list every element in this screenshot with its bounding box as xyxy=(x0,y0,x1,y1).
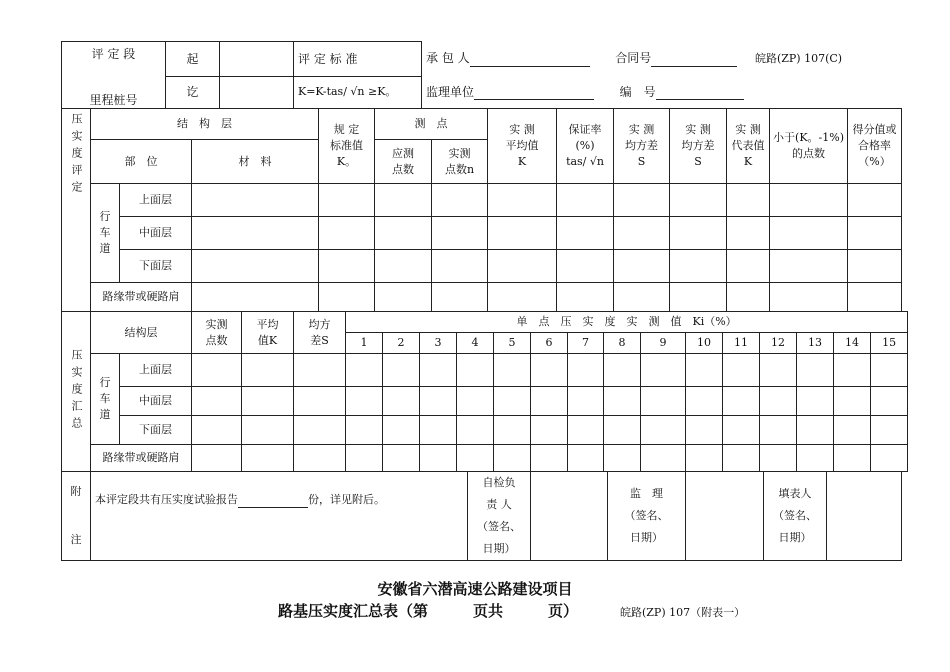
structure-layer-label: 结 构 层 xyxy=(91,109,319,140)
summary-layer-label: 下面层 xyxy=(120,416,192,445)
summary-sheet xyxy=(61,41,908,561)
from-value[interactable] xyxy=(220,42,294,77)
project-title: 安徽省六潜高速公路建设项目 xyxy=(377,580,573,598)
segment-label: 评 定 段 xyxy=(91,47,136,61)
eval-section-label: 压实度评定 xyxy=(62,109,91,312)
point-number: 5 xyxy=(494,333,531,354)
supervisor-field[interactable] xyxy=(474,87,594,100)
point-number: 3 xyxy=(420,333,457,354)
supervisor-row xyxy=(422,76,902,109)
contractor-field[interactable] xyxy=(470,54,590,67)
measured-sd-label-2: 实 测 均方差 S xyxy=(670,109,727,184)
part-label: 部 位 xyxy=(91,140,192,184)
points-label: 测 点 xyxy=(375,109,488,140)
number-label: 编 号 xyxy=(619,85,656,100)
self-check-label: 自检负 责 人 （签名、 日期） xyxy=(468,472,531,561)
point-number: 15 xyxy=(871,333,908,354)
contract-no-label: 合同号 xyxy=(615,51,652,66)
contractor-label: 承 包 人 xyxy=(426,51,470,66)
report-count-field[interactable] xyxy=(238,495,308,508)
summary-points-label: 实测 点数 xyxy=(192,312,242,354)
summary-roadway-label: 行 车 道 xyxy=(91,354,120,445)
filler-sign[interactable] xyxy=(827,472,902,561)
point-number: 9 xyxy=(641,333,686,354)
guarantee-label: 保证率 (%) tas/ √n xyxy=(557,109,614,184)
measured-avg-label: 实 测 平均值 K xyxy=(488,109,557,184)
summary-structure-label: 结构层 xyxy=(91,312,192,354)
supervisor-sign-label: 监 理 （签名、 日期） xyxy=(608,472,686,561)
notes-table xyxy=(61,471,902,561)
summary-avg-label: 平均 值K xyxy=(242,312,294,354)
single-point-label: 单 点 压 实 度 实 测 值 Ki（%） xyxy=(346,312,908,333)
contract-no-field[interactable] xyxy=(651,54,737,67)
number-field[interactable] xyxy=(656,87,744,100)
header-table xyxy=(61,41,902,109)
measured-sd-label-1: 实 测 均方差 S xyxy=(614,109,670,184)
to-value[interactable] xyxy=(220,76,294,109)
roadway-label: 行 车 道 xyxy=(91,184,120,283)
summary-section-label: 压实度汇总 xyxy=(62,312,91,472)
summary-shoulder-label: 路缘带或硬路肩 xyxy=(91,445,192,472)
to-label: 讫 xyxy=(166,76,220,109)
contractor-row xyxy=(422,42,902,77)
summary-sd-label: 均方 差S xyxy=(294,312,346,354)
point-number: 8 xyxy=(604,333,641,354)
material-label: 材 料 xyxy=(192,140,319,184)
below-count-label: 小于(K。-1%) 的点数 xyxy=(770,109,848,184)
segment-cell xyxy=(62,42,166,109)
point-number: 4 xyxy=(457,333,494,354)
point-number: 10 xyxy=(686,333,723,354)
eval-table xyxy=(61,108,902,312)
summary-table xyxy=(61,311,908,472)
form-code: 皖路(ZP) 107(C) xyxy=(754,52,843,66)
standard-label: 评 定 标 准 xyxy=(294,42,422,77)
self-check-sign[interactable] xyxy=(531,472,608,561)
spec-value-label: 规 定 标准值 K。 xyxy=(319,109,375,184)
form-code-footer: 皖路(ZP) 107（附表一） xyxy=(620,606,746,619)
required-points-label: 应测 点数 xyxy=(375,140,432,184)
summary-layer-label: 中面层 xyxy=(120,387,192,416)
score-label: 得分值或 合格率 （%） xyxy=(848,109,902,184)
supervisor-sign[interactable] xyxy=(686,472,764,561)
layer-label: 中面层 xyxy=(120,217,192,250)
rep-value-label: 实 测 代表值 K xyxy=(727,109,770,184)
shoulder-label: 路缘带或硬路肩 xyxy=(91,283,192,312)
supervisor-label: 监理单位 xyxy=(426,85,475,100)
notes-text: 本评定段共有压实度试验报告 份，详见附后。 xyxy=(91,472,468,561)
summary-layer-label: 上面层 xyxy=(120,354,192,387)
point-number: 13 xyxy=(797,333,834,354)
layer-label: 下面层 xyxy=(120,250,192,283)
point-number: 2 xyxy=(383,333,420,354)
formula: K=K-tas/ √n ≥K。 xyxy=(294,76,422,109)
filler-label: 填表人 （签名、 日期） xyxy=(764,472,827,561)
point-number: 11 xyxy=(723,333,760,354)
actual-points-label: 实测 点数n xyxy=(432,140,488,184)
attach-label: 附 注 xyxy=(62,472,91,561)
point-number: 1 xyxy=(346,333,383,354)
mileage-label: 里程桩号 xyxy=(89,93,138,107)
form-title: 路基压实度汇总表（第 页共 页） xyxy=(278,602,579,620)
point-number: 12 xyxy=(760,333,797,354)
point-number: 6 xyxy=(531,333,568,354)
point-number: 7 xyxy=(568,333,604,354)
point-number: 14 xyxy=(834,333,871,354)
from-label: 起 xyxy=(166,42,220,77)
layer-label: 上面层 xyxy=(120,184,192,217)
